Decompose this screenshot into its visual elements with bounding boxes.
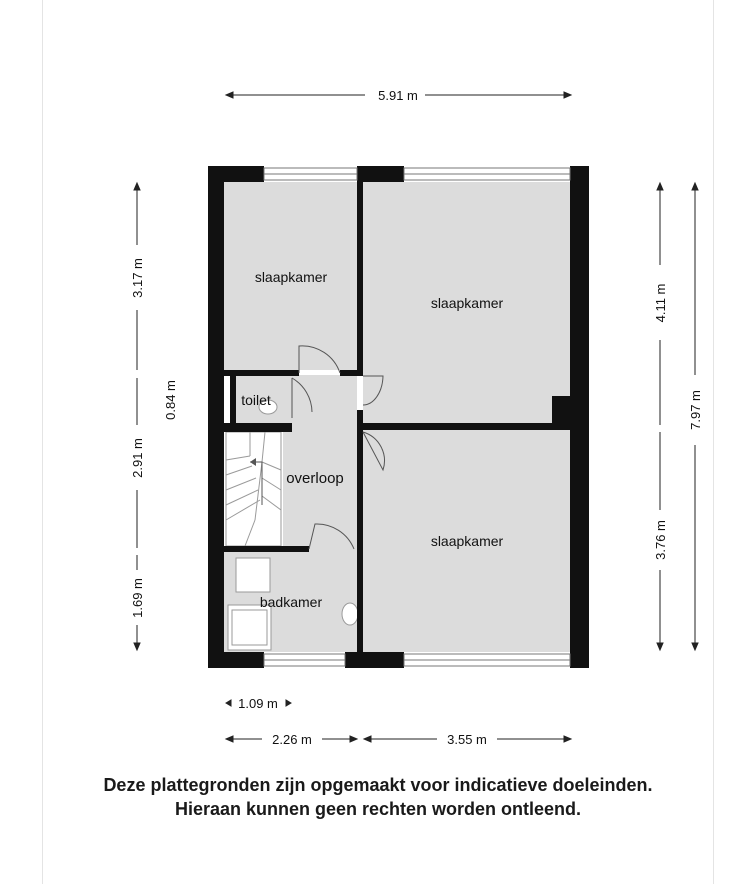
floor-landing — [283, 375, 357, 548]
shower-tray — [236, 558, 270, 592]
wall-bottom-left — [208, 652, 264, 668]
wall-under-bedroom-left-b — [340, 370, 363, 376]
dim-left-stairs: 2.91 m — [130, 438, 145, 478]
staircase — [226, 432, 281, 546]
wall-left — [208, 166, 224, 668]
label-bathroom: badkamer — [259, 594, 323, 610]
dim-right-lower: 3.76 m — [653, 520, 668, 560]
label-landing: overloop — [286, 470, 344, 487]
dim-bottom-left: 2.26 m — [272, 732, 312, 747]
dim-bottom-right: 3.55 m — [447, 732, 487, 747]
wall-right — [570, 166, 589, 668]
dim-left-toilet: 0.84 m — [163, 380, 178, 420]
wall-between-bedrooms — [363, 423, 570, 430]
label-bedroom-bottom-right: slaapkamer — [430, 533, 504, 549]
wall-bath-top — [224, 546, 309, 552]
wall-inner-vertical-lower — [357, 410, 363, 652]
wall-inner-vertical-upper — [357, 182, 363, 370]
dim-left-upper: 3.17 m — [130, 258, 145, 298]
wall-bottom-mid — [345, 652, 404, 668]
bath-cabinet — [228, 605, 271, 650]
wall-chimney — [552, 396, 570, 423]
wall-top-left — [208, 166, 264, 182]
dim-left-bath: 1.69 m — [130, 578, 145, 618]
floors — [224, 182, 570, 652]
label-bedroom-top-left: slaapkamer — [254, 269, 328, 285]
label-bedroom-top-right: slaapkamer — [430, 295, 504, 311]
dim-right-upper: 4.11 m — [653, 283, 668, 323]
dim-right-total: 7.97 m — [688, 390, 703, 430]
dim-top-width: 5.91 m — [378, 88, 418, 103]
wall-toilet-bottom — [224, 423, 292, 432]
wall-toilet-left — [230, 376, 236, 426]
washbasin — [342, 603, 358, 625]
disclaimer-line-1: Deze plattegronden zijn opgemaakt voor indicatieve doeleinden. — [103, 775, 653, 795]
dim-bottom-small: 1.09 m — [238, 696, 278, 711]
wall-under-bedroom-left — [224, 370, 299, 376]
label-toilet: toilet — [241, 392, 271, 408]
disclaimer-line-2: Hieraan kunnen geen rechten worden ontleend. — [174, 799, 582, 819]
wall-top-mid — [357, 166, 404, 182]
